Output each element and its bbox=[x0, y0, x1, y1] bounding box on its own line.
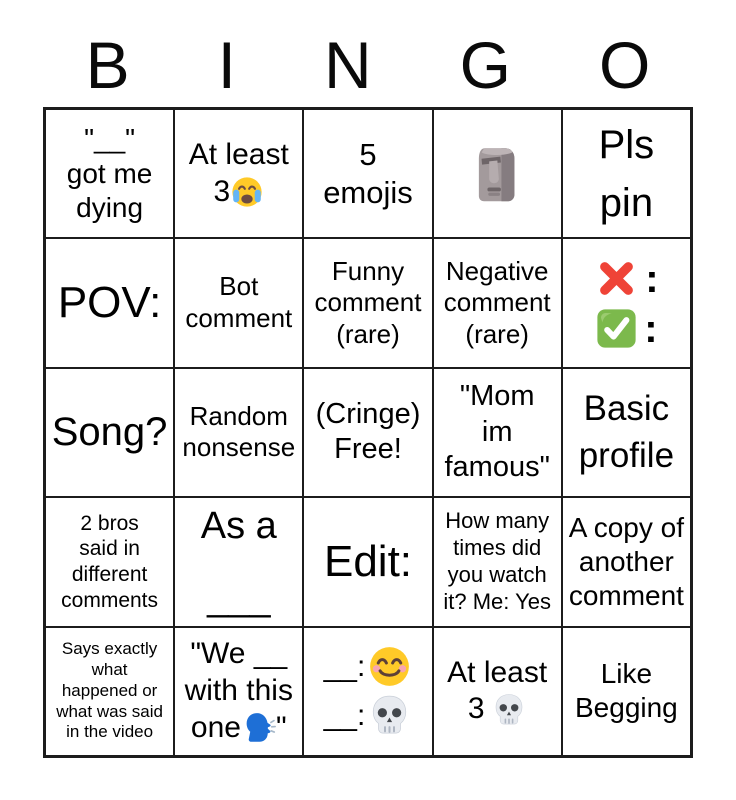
cell-text: what was said bbox=[56, 701, 163, 721]
cell-text: emojis bbox=[323, 174, 413, 210]
bingo-cell-r5c1[interactable] bbox=[46, 628, 173, 755]
cell-text: How many bbox=[445, 508, 550, 534]
cell-text: with this bbox=[184, 674, 293, 707]
cell-text: Free! bbox=[334, 433, 402, 466]
bingo-cell-r3c4[interactable] bbox=[434, 369, 561, 496]
cell-text: comments bbox=[61, 588, 159, 612]
cell-text: "__" bbox=[84, 123, 136, 155]
title-letter-i: I bbox=[217, 28, 236, 102]
bingo-cell-r2c5[interactable] bbox=[563, 239, 690, 366]
cell-text: (rare) bbox=[465, 318, 529, 349]
cell-text: Edit: bbox=[323, 537, 413, 587]
cell-text: comment bbox=[568, 579, 684, 611]
moai-icon bbox=[465, 142, 529, 206]
cell-text: As a bbox=[200, 504, 277, 547]
cell-text: 2 bros bbox=[80, 511, 139, 535]
bingo-cell-r2c2[interactable] bbox=[175, 239, 302, 366]
cell-text: Funny bbox=[331, 255, 405, 286]
cell-text: __: bbox=[323, 649, 366, 683]
check-mark-button-icon bbox=[595, 307, 638, 350]
cell-text: "We __ bbox=[190, 637, 288, 671]
bingo-cell-r2c3[interactable] bbox=[304, 239, 431, 366]
title-letter-n: N bbox=[324, 28, 372, 102]
cell-text: different bbox=[71, 562, 148, 586]
cell-text: At least bbox=[447, 655, 548, 689]
cell-text: : bbox=[645, 256, 659, 301]
bingo-cell-r5c3[interactable] bbox=[304, 628, 431, 755]
cell-text: Basic bbox=[583, 389, 670, 429]
cell-text: A copy of bbox=[568, 511, 684, 543]
cell-text: 3 bbox=[213, 174, 231, 208]
title-letter-o: O bbox=[599, 28, 651, 102]
cell-text: comment bbox=[443, 287, 551, 318]
bingo-cell-r2c4[interactable] bbox=[434, 239, 561, 366]
cell-text: what bbox=[91, 660, 128, 680]
cell-text: comment bbox=[314, 287, 422, 318]
cell-text: " bbox=[275, 710, 287, 744]
bingo-cell-r5c5[interactable] bbox=[563, 628, 690, 755]
cell-text: got me bbox=[66, 157, 153, 189]
cell-text: happened or bbox=[61, 680, 158, 700]
bingo-cell-r1c5[interactable] bbox=[563, 110, 690, 237]
bingo-cell-r2c1[interactable] bbox=[46, 239, 173, 366]
cell-text: POV: bbox=[57, 278, 162, 328]
cell-text: __: bbox=[323, 698, 366, 732]
bingo-grid bbox=[43, 107, 693, 758]
cell-text: 3 bbox=[467, 692, 485, 726]
loudly-crying-face-icon bbox=[230, 175, 264, 209]
bingo-cell-r1c1[interactable] bbox=[46, 110, 173, 237]
title-letter-g: G bbox=[459, 28, 512, 102]
bingo-cell-r5c4[interactable] bbox=[434, 628, 561, 755]
cell-text: Begging bbox=[575, 692, 678, 724]
cell-text: Says exactly bbox=[61, 639, 158, 659]
skull-icon bbox=[491, 692, 527, 728]
cell-text: it? Me: Yes bbox=[443, 588, 552, 614]
cell-text: Random bbox=[189, 400, 288, 431]
cell-text: At least bbox=[188, 138, 289, 172]
cell-text: times did bbox=[453, 535, 542, 561]
bingo-title bbox=[0, 28, 736, 102]
cell-text: Like bbox=[600, 658, 653, 690]
skull-icon bbox=[367, 693, 412, 738]
cell-text: comment bbox=[185, 303, 293, 334]
bingo-cell-r1c4[interactable] bbox=[434, 110, 561, 237]
cell-text: profile bbox=[578, 436, 675, 476]
bingo-cell-r1c2[interactable] bbox=[175, 110, 302, 237]
cell-text: (Cringe) bbox=[315, 398, 421, 431]
cell-text: Pls bbox=[598, 122, 655, 167]
cell-text: in the video bbox=[66, 722, 154, 742]
bingo-cell-r3c2[interactable] bbox=[175, 369, 302, 496]
cell-text: Bot bbox=[219, 271, 259, 302]
bingo-cell-r4c4[interactable] bbox=[434, 498, 561, 625]
cell-text: pin bbox=[599, 180, 654, 225]
cell-text: another bbox=[578, 545, 674, 577]
cell-text: you watch bbox=[447, 561, 547, 587]
bingo-cell-r5c2[interactable] bbox=[175, 628, 302, 755]
cell-text: one bbox=[190, 710, 241, 744]
bingo-cell-r4c1[interactable] bbox=[46, 498, 173, 625]
cell-blank-line: ___ bbox=[207, 576, 271, 619]
speaking-head-icon bbox=[241, 710, 276, 745]
title-letter-b: B bbox=[85, 28, 130, 102]
bingo-cell-r3c3[interactable] bbox=[304, 369, 431, 496]
cell-text: 5 bbox=[359, 136, 377, 172]
bingo-cell-r3c1[interactable] bbox=[46, 369, 173, 496]
cross-mark-icon bbox=[594, 256, 639, 301]
cell-text: "Mom bbox=[459, 380, 535, 413]
bingo-cell-r4c3[interactable] bbox=[304, 498, 431, 625]
cell-text: nonsense bbox=[182, 432, 296, 463]
cell-text: : bbox=[644, 306, 658, 351]
cell-text: said in bbox=[79, 537, 140, 561]
bingo-cell-r4c5[interactable] bbox=[563, 498, 690, 625]
cell-text: famous" bbox=[444, 451, 550, 484]
smiling-face-with-smiling-eyes-icon bbox=[367, 644, 412, 689]
bingo-cell-r4c2[interactable] bbox=[175, 498, 302, 625]
cell-text: im bbox=[481, 415, 513, 448]
cell-text: (rare) bbox=[336, 318, 400, 349]
bingo-cell-r3c5[interactable] bbox=[563, 369, 690, 496]
cell-text: Song? bbox=[51, 410, 168, 455]
bingo-cell-r1c3[interactable] bbox=[304, 110, 431, 237]
cell-text: Negative bbox=[445, 255, 549, 286]
cell-text: dying bbox=[76, 191, 144, 223]
